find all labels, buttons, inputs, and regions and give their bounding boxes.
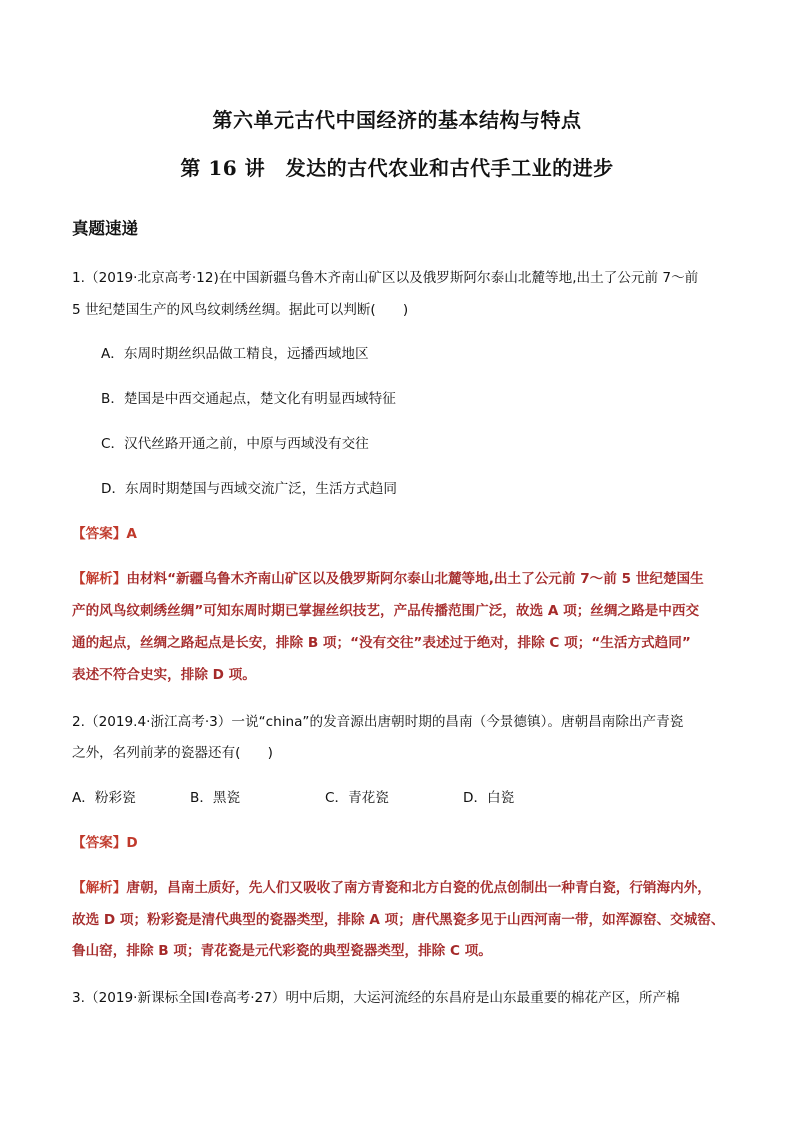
q2-option-d: D．白瓷	[463, 790, 515, 806]
q1-explanation-line3: 通的起点，丝绸之路起点是长安，排除 B 项；“没有交往”表述过于绝对，排除 C 项；“生活方式趋同”	[72, 635, 691, 651]
q2-option-c: C．青花瓷	[325, 790, 389, 806]
q2-explanation-line3: 鲁山窑，排除 B 项；青花瓷是元代彩瓷的典型瓷器类型，排除 C 项。	[72, 943, 492, 959]
q2-explanation-line1: 【解析】唐朝，昌南土质好，先人们又吸收了南方青瓷和北方白瓷的优点创制出一种青白瓷，行销海内外，	[72, 880, 711, 896]
q1-explanation-line4: 表述不符合史实，排除 D 项。	[72, 667, 256, 683]
q2-option-a: A．粉彩瓷	[72, 790, 136, 806]
unit-title: 第六单元古代中国经济的基本结构与特点	[212, 108, 582, 132]
q2-answer	[72, 833, 138, 853]
answer-tag: 【答案】	[72, 835, 127, 851]
q3-stem-line1: 3.（2019·新课标全国Ⅰ卷高考·27）明中后期，大运河流经的东昌府是山东最重要的棉花产区，所产棉	[72, 990, 680, 1006]
answer-tag: 【答案】	[72, 526, 127, 542]
q2-stem-line1: 2.（2019.4·浙江高考·3）一说“china”的发音源出唐朝时期的昌南（今景德镇）。唐朝昌南除出产青瓷	[72, 714, 684, 730]
lesson-title: 第 16 讲 发达的古代农业和古代手工业的进步	[180, 156, 614, 180]
q2-explanation-line2: 故选 D 项；粉彩瓷是清代典型的瓷器类型，排除 A 项；唐代黑瓷多见于山西河南一带，如浑源窑、交城窑、	[72, 912, 725, 928]
q1-answer	[72, 524, 137, 544]
q1-stem-line2: 5 世纪楚国生产的风鸟纹刺绣丝绸。据此可以判断( )	[72, 302, 409, 318]
q1-option-c: C．汉代丝路开通之前，中原与西域没有交往	[101, 436, 369, 452]
q2-option-b: B．黑瓷	[190, 790, 241, 806]
answer-value: A	[126, 526, 137, 542]
explanation-tag: 【解析】	[72, 571, 127, 587]
q2-stem-line2: 之外，名列前茅的瓷器还有( )	[72, 745, 273, 761]
answer-value: D	[126, 835, 138, 851]
q1-option-d: D．东周时期楚国与西域交流广泛，生活方式趋同	[101, 481, 397, 497]
q1-option-a: A．东周时期丝织品做工精良，远播西域地区	[101, 346, 369, 362]
section-heading: 真题速递	[72, 219, 138, 238]
q1-explanation-line1: 【解析】由材料“新疆乌鲁木齐南山矿区以及俄罗斯阿尔泰山北麓等地,出土了公元前 7～前 5 世纪楚国生	[72, 571, 704, 587]
q1-option-b: B．楚国是中西交通起点，楚文化有明显西域特征	[101, 391, 396, 407]
q1-stem-line1: 1.（2019·北京高考·12)在中国新疆乌鲁木齐南山矿区以及俄罗斯阿尔泰山北麓等地,出土了公元前 7～前	[72, 270, 699, 286]
q1-explanation-line2: 产的风鸟纹刺绣丝绸”可知东周时期已掌握丝织技艺，产品传播范围广泛，故选 A 项；丝绸之路是中西交	[72, 603, 700, 619]
explanation-tag: 【解析】	[72, 880, 127, 896]
